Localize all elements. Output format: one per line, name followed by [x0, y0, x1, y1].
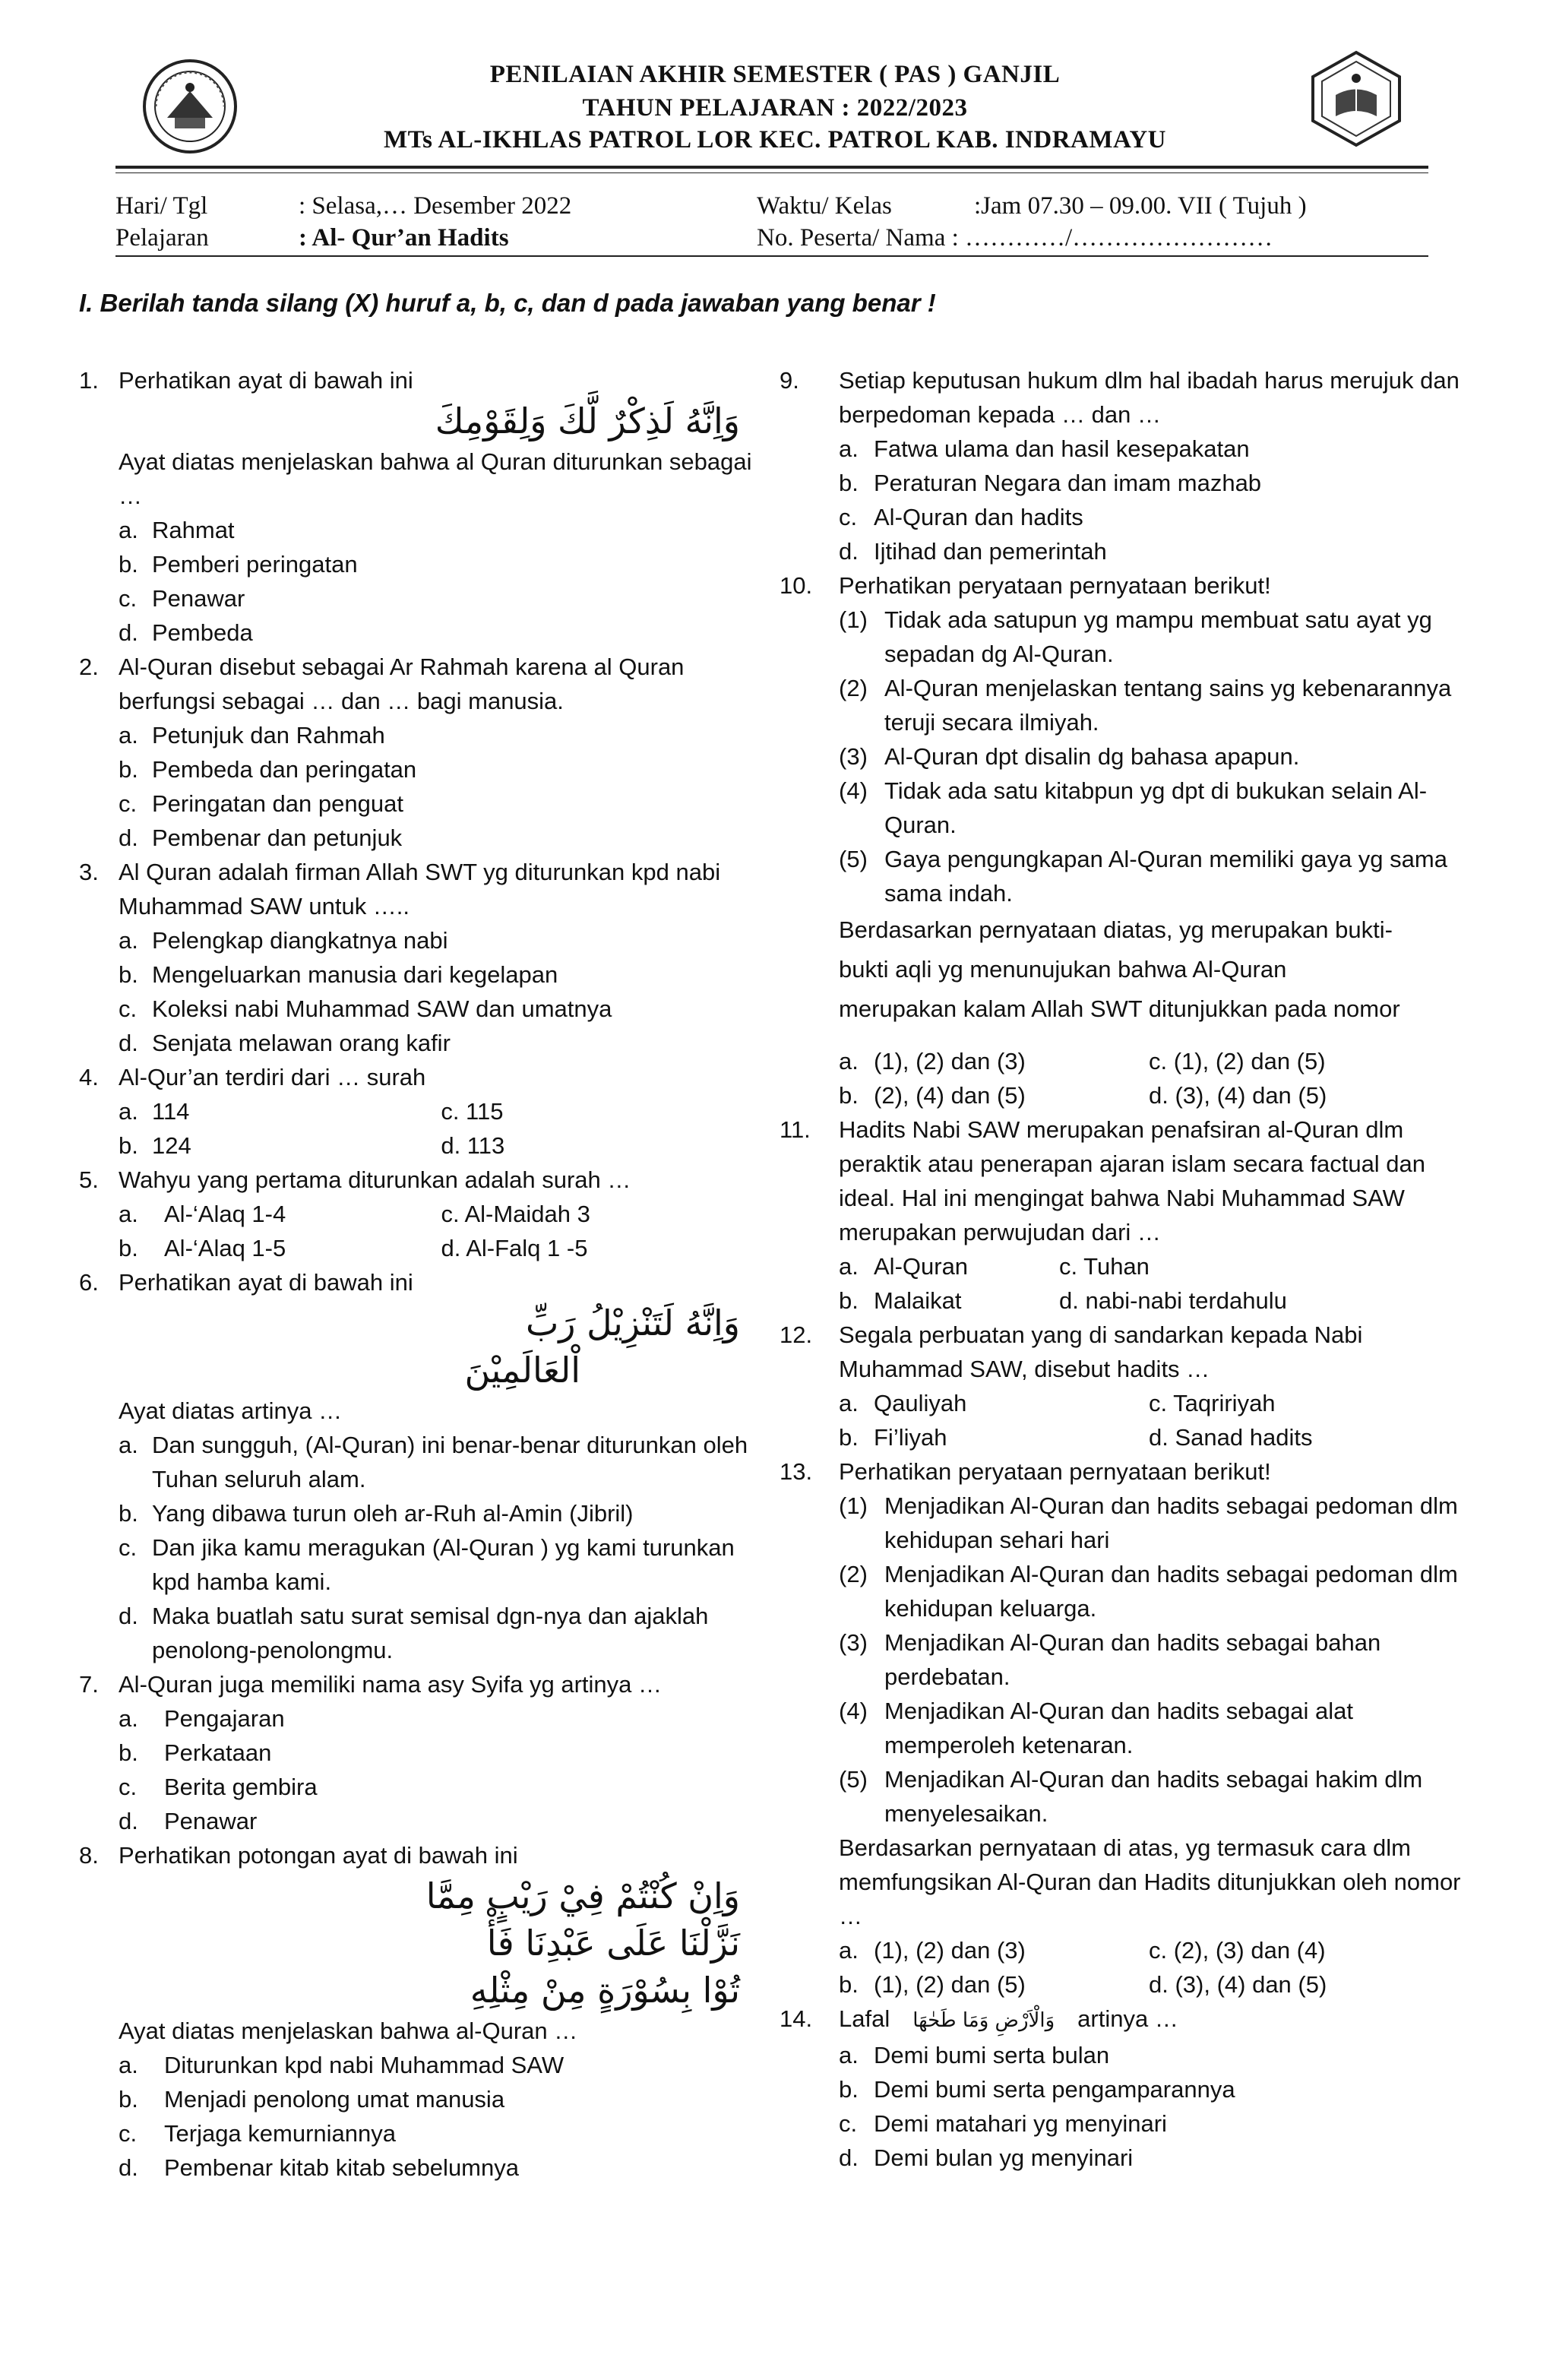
- option-d[interactable]: d. Senjata melawan orang kafir: [119, 1030, 451, 1056]
- question-number: 12.: [780, 1321, 813, 1348]
- arabic-lafal: وَالْاَرْضِ وَمَا طَحٰهَا: [912, 2009, 1055, 2032]
- question-number: 8.: [79, 1842, 99, 1869]
- question-3: [79, 855, 763, 1060]
- option-b[interactable]: b. Perkataan: [119, 1739, 272, 1766]
- statement-4: (4) Tidak ada satu kitabpun yg dpt di bukukan selain Al-Quran.: [839, 777, 1428, 838]
- option-d[interactable]: d. (3), (4) dan (5): [1149, 1082, 1327, 1109]
- option-d[interactable]: d. Pembeda: [119, 619, 253, 646]
- arabic-verse-line-2: اْلعَالَمِيْنَ: [464, 1350, 580, 1391]
- school-emblem-left-icon: [141, 57, 239, 156]
- question-4: [79, 1060, 763, 1163]
- option-c[interactable]: c. Demi matahari yg menyinari: [839, 2110, 1167, 2137]
- option-b[interactable]: b. Yang dibawa turun oleh ar-Ruh al-Amin (Jibril): [119, 1500, 634, 1527]
- question-11: [780, 1112, 1479, 1318]
- statement-5: (5) Gaya pengungkapan Al-Quran memiliki gaya yg sama sama indah.: [839, 846, 1447, 907]
- question-12: [780, 1318, 1479, 1454]
- question-number: 7.: [79, 1671, 99, 1698]
- option-b[interactable]: b. Fi’liyah: [839, 1424, 947, 1451]
- option-d[interactable]: d. 113: [441, 1132, 505, 1159]
- hari-value: : Selasa,… Desember 2022: [299, 192, 572, 220]
- question-text: Perhatikan peryataan pernyataan berikut!: [839, 572, 1271, 599]
- exam-title: PENILAIAN AKHIR SEMESTER ( PAS ) GANJIL: [489, 61, 1061, 88]
- question-number: 9.: [780, 367, 799, 394]
- option-b[interactable]: b. Pembeda dan peringatan: [119, 756, 417, 783]
- option-a[interactable]: a. (1), (2) dan (3): [839, 1937, 1026, 1964]
- question-text: Perhatikan potongan ayat di bawah ini: [119, 1842, 518, 1869]
- question-number: 14.: [780, 2005, 813, 2032]
- question-text: Hadits Nabi SAW merupakan penafsiran al-Quran dlm peraktik atau penerapan ajaran islam secara factual dan ideal. Hal ini mengingat bahwa Nabi Muhammad SAW merupakan perwujudan dari …: [839, 1116, 1426, 1245]
- question-text-2: Berdasarkan pernyataan diatas, yg merupakan bukti- bukti aqli yg menunujukan bahwa Al-Quran merupakan kalam Allah SWT ditunjukkan pada nomor: [839, 916, 1400, 1022]
- arabic-verse-line-2: نَزَّلْنَا عَلَى عَبْدِنَا فَأْ: [486, 1923, 740, 1964]
- option-a[interactable]: a. Pengajaran: [119, 1705, 285, 1732]
- option-d[interactable]: d. Demi bulan yg menyinari: [839, 2144, 1134, 2171]
- header-divider: [115, 166, 1428, 169]
- option-d[interactable]: d. nabi-nabi terdahulu: [1059, 1287, 1287, 1314]
- question-number: 1.: [79, 367, 99, 394]
- question-text: Perhatikan peryataan pernyataan berikut!: [839, 1458, 1271, 1485]
- question-text-2: Ayat diatas menjelaskan bahwa al-Quran …: [119, 2018, 578, 2044]
- question-text-2: Berdasarkan pernyataan di atas, yg termasuk cara dlm memfungsikan Al-Quran dan Hadits ditunjukkan oleh nomor …: [839, 1834, 1461, 1929]
- option-a[interactable]: a. (1), (2) dan (3): [839, 1048, 1026, 1074]
- statement-3: (3) Al-Quran dpt disalin dg bahasa apapun.: [839, 743, 1300, 770]
- arabic-verse-line-1: وَاِنْ كُنْتُمْ فِيْ رَيْبٍ مِمَّا: [425, 1875, 740, 1916]
- question-number: 13.: [780, 1458, 813, 1485]
- pelajaran-value: : Al- Qur’an Hadits: [299, 224, 509, 252]
- option-d[interactable]: d. Sanad hadits: [1149, 1424, 1313, 1451]
- question-text: Perhatikan ayat di bawah ini: [119, 367, 413, 394]
- question-text-2: Ayat diatas artinya …: [119, 1397, 343, 1424]
- option-d[interactable]: d. (3), (4) dan (5): [1149, 1971, 1327, 1998]
- option-d[interactable]: d. Penawar: [119, 1808, 258, 1834]
- question-8: [79, 1838, 763, 2185]
- question-text: Al Quran adalah firman Allah SWT yg diturunkan kpd nabi Muhammad SAW untuk …..: [119, 859, 721, 919]
- statement-5: (5) Menjadikan Al-Quran dan hadits sebagai hakim dlm menyelesaikan.: [839, 1766, 1423, 1827]
- question-text: Perhatikan ayat di bawah ini: [119, 1269, 413, 1296]
- question-text: Segala perbuatan yang di sandarkan kepada Nabi Muhammad SAW, disebut hadits …: [839, 1321, 1363, 1382]
- option-d[interactable]: d. Pembenar kitab kitab sebelumnya: [119, 2154, 519, 2181]
- option-a[interactable]: a. Al-‘Alaq 1-4: [119, 1201, 286, 1227]
- option-d[interactable]: d. Al-Falq 1 -5: [441, 1235, 588, 1261]
- option-c[interactable]: c. (2), (3) dan (4): [1149, 1937, 1326, 1964]
- option-d[interactable]: d. Ijtihad dan pemerintah: [839, 538, 1107, 565]
- option-c[interactable]: c. 115: [441, 1098, 504, 1125]
- question-number: 11.: [780, 1116, 811, 1143]
- option-b[interactable]: b. Peraturan Negara dan imam mazhab: [839, 470, 1262, 496]
- right-column: [780, 363, 1479, 2175]
- question-9: [780, 363, 1479, 568]
- option-b[interactable]: b. Demi bumi serta pengamparannya: [839, 2076, 1235, 2103]
- option-c[interactable]: c. Penawar: [119, 585, 245, 612]
- option-b[interactable]: b. Malaikat: [839, 1287, 962, 1314]
- question-1: [79, 363, 763, 650]
- option-a[interactable]: a. Petunjuk dan Rahmah: [119, 722, 385, 748]
- option-a[interactable]: a. Dan sungguh, (Al-Quran) ini benar-benar diturunkan oleh Tuhan seluruh alam.: [119, 1432, 748, 1492]
- option-a[interactable]: a. Fatwa ulama dan hasil kesepakatan: [839, 435, 1250, 462]
- question-text: Al-Quran juga memiliki nama asy Syifa yg artinya …: [119, 1671, 662, 1698]
- option-a[interactable]: a. Qauliyah: [839, 1390, 967, 1416]
- option-b[interactable]: b. (2), (4) dan (5): [839, 1082, 1026, 1109]
- option-c[interactable]: c. (1), (2) dan (5): [1149, 1048, 1326, 1074]
- option-b[interactable]: b. 124: [119, 1132, 191, 1159]
- arabic-verse: وَاِنَّهُ لَذِكْرٌ لَّكَ وَلِقَوْمِكَ: [435, 400, 740, 442]
- statement-4: (4) Menjadikan Al-Quran dan hadits sebagai alat memperoleh ketenaran.: [839, 1698, 1353, 1758]
- waktu-value: :Jam 07.30 – 09.00. VII ( Tujuh ): [974, 192, 1307, 220]
- option-b[interactable]: b. Al-‘Alaq 1-5: [119, 1235, 286, 1261]
- option-c[interactable]: c. Berita gembira: [119, 1774, 318, 1800]
- school-name: MTs AL-IKHLAS PATROL LOR KEC. PATROL KAB. INDRAMAYU: [383, 126, 1166, 153]
- question-13: [780, 1454, 1479, 2002]
- option-a[interactable]: a. Demi bumi serta bulan: [839, 2042, 1110, 2068]
- option-c[interactable]: c. Koleksi nabi Muhammad SAW dan umatnya: [119, 995, 612, 1022]
- question-text: Al-Quran disebut sebagai Ar Rahmah karena al Quran berfungsi sebagai … dan … bagi manusia.: [119, 654, 685, 714]
- question-14: [780, 2002, 1479, 2175]
- question-number: 6.: [79, 1269, 99, 1296]
- option-c[interactable]: c. Dan jika kamu meragukan (Al-Quran ) yg kami turunkan kpd hamba kami.: [119, 1534, 735, 1595]
- question-number: 4.: [79, 1064, 99, 1090]
- option-b[interactable]: b. Menjadi penolong umat manusia: [119, 2086, 505, 2113]
- instruction: I. Berilah tanda silang (X) huruf a, b, c, dan d pada jawaban yang benar !: [79, 289, 936, 317]
- option-c[interactable]: c. Taqririyah: [1149, 1390, 1276, 1416]
- option-c[interactable]: c. Al-Quran dan hadits: [839, 504, 1083, 530]
- option-a[interactable]: a. Rahmat: [119, 517, 235, 543]
- waktu-label: Waktu/ Kelas: [757, 192, 892, 220]
- option-c[interactable]: c. Peringatan dan penguat: [119, 790, 403, 817]
- question-number: 10.: [780, 572, 813, 599]
- question-6: [79, 1265, 763, 1667]
- peserta-label: No. Peserta/ Nama : …………/……………………: [757, 224, 1273, 252]
- question-number: 3.: [79, 859, 99, 885]
- arabic-verse-line-3: تُوْا بِسُوْرَةٍ مِنْ مِثْلِهِ: [470, 1970, 740, 2011]
- question-10: [780, 568, 1479, 1112]
- option-c[interactable]: c. Al-Maidah 3: [441, 1201, 590, 1227]
- question-text-2: Ayat diatas menjelaskan bahwa al Quran diturunkan sebagai …: [119, 448, 752, 509]
- question-text: Al-Qur’an terdiri dari … surah: [119, 1064, 426, 1090]
- option-a[interactable]: a. Diturunkan kpd nabi Muhammad SAW: [119, 2052, 565, 2078]
- info-divider: [115, 255, 1428, 257]
- option-d[interactable]: d. Pembenar dan petunjuk: [119, 824, 403, 851]
- statement-1: (1) Menjadikan Al-Quran dan hadits sebagai pedoman dlm kehidupan sehari hari: [839, 1492, 1458, 1553]
- option-b[interactable]: b. Pemberi peringatan: [119, 551, 358, 578]
- question-number: 2.: [79, 654, 99, 680]
- pelajaran-label: Pelajaran: [115, 224, 209, 252]
- question-text: Setiap keputusan hukum dlm hal ibadah harus merujuk dan berpedoman kepada … dan …: [839, 367, 1460, 428]
- question-7: [79, 1667, 763, 1838]
- option-a[interactable]: a. Pelengkap diangkatnya nabi: [119, 927, 448, 954]
- hari-label: Hari/ Tgl: [115, 192, 208, 220]
- option-a[interactable]: a. Al-Quran: [839, 1253, 969, 1280]
- question-text: Lafal وَالْاَرْضِ وَمَا طَحٰهَا artinya …: [839, 2002, 1479, 2038]
- option-d[interactable]: d. Maka buatlah satu surat semisal dgn-nya dan ajaklah penolong-penolongmu.: [119, 1603, 709, 1663]
- question-text: Wahyu yang pertama diturunkan adalah surah …: [119, 1166, 631, 1193]
- arabic-verse-line-1: وَاِنَّهُ لَتَنْزِيْلُ رَبِّ: [525, 1302, 740, 1343]
- statement-3: (3) Menjadikan Al-Quran dan hadits sebagai bahan perdebatan.: [839, 1629, 1381, 1690]
- statement-2: (2) Al-Quran menjelaskan tentang sains yg kebenarannya teruji secara ilmiyah.: [839, 675, 1452, 736]
- statement-2: (2) Menjadikan Al-Quran dan hadits sebagai pedoman dlm kehidupan keluarga.: [839, 1561, 1458, 1622]
- question-2: [79, 650, 763, 855]
- option-c[interactable]: c. Tuhan: [1059, 1253, 1150, 1280]
- question-number: 5.: [79, 1166, 99, 1193]
- left-column: [79, 363, 763, 2185]
- statement-1: (1) Tidak ada satupun yg mampu membuat satu ayat yg sepadan dg Al-Quran.: [839, 606, 1432, 667]
- header-divider-thin: [115, 172, 1428, 173]
- option-b[interactable]: b. (1), (2) dan (5): [839, 1971, 1026, 1998]
- question-5: [79, 1163, 763, 1265]
- option-b[interactable]: b. Mengeluarkan manusia dari kegelapan: [119, 961, 558, 988]
- option-a[interactable]: a. 114: [119, 1098, 190, 1125]
- school-year: TAHUN PELAJARAN : 2022/2023: [582, 94, 968, 122]
- option-c[interactable]: c. Terjaga kemurniannya: [119, 2120, 397, 2147]
